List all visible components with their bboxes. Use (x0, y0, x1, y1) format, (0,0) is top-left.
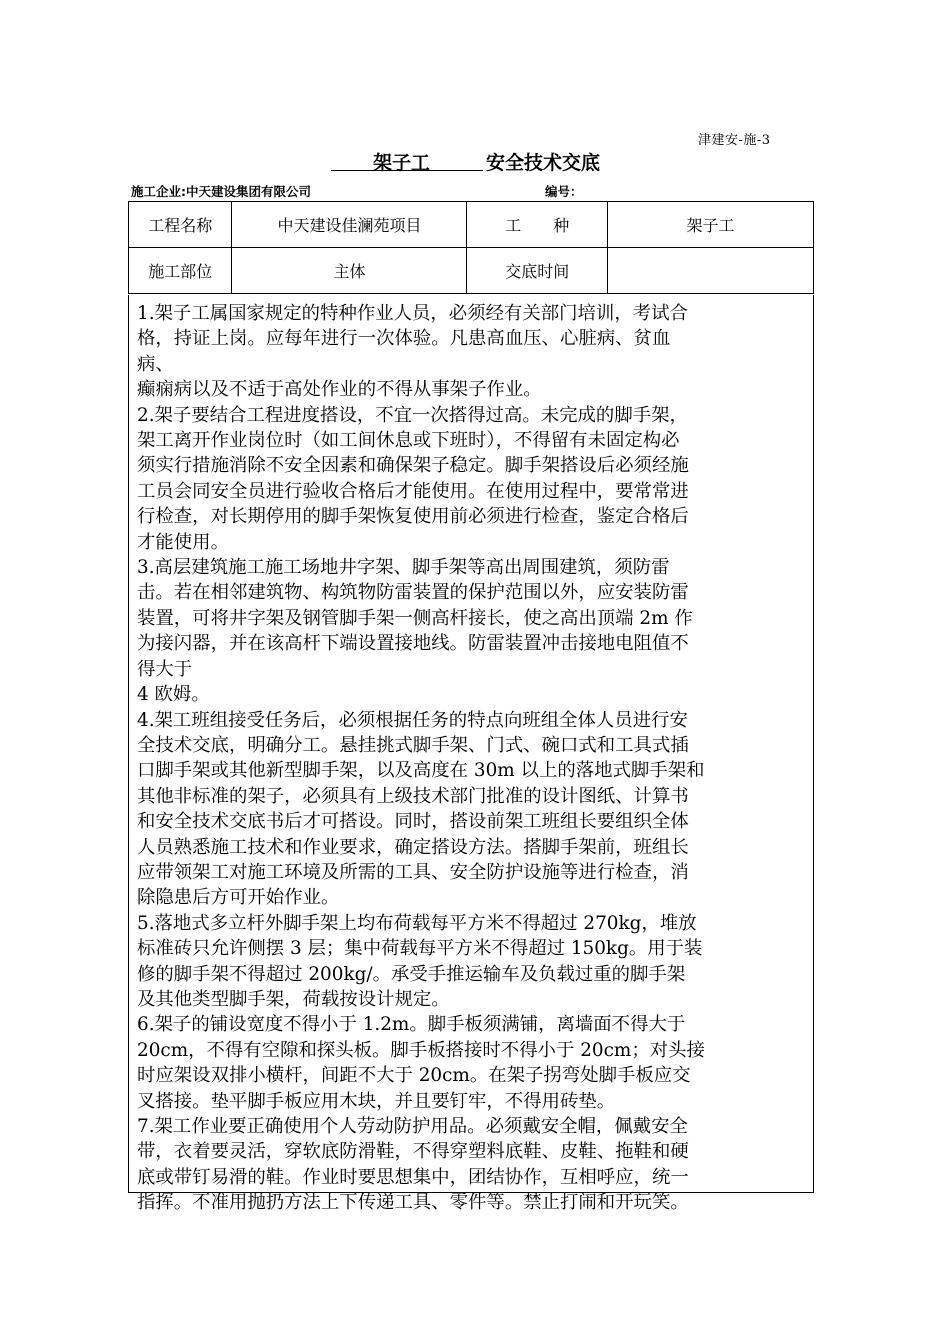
content-line: 除隐患后方可开始作业。 (137, 887, 340, 909)
header-row-1 (129, 202, 814, 248)
content-line: 架工离开作业岗位时（如工间休息或下班时），不得留有未固定构必 (137, 430, 680, 452)
content-line: 装置，可将井字架及钢管脚手架一侧高杆接长，使之高出顶端 2m 作 (137, 607, 693, 629)
content-line: 指挥。不准用抛扔方法上下传递工具、零件等。禁止打闹和开玩笑。 (137, 1192, 689, 1214)
project-label: 工程名称 (129, 202, 232, 248)
title-work-type: 架子工 (373, 152, 431, 174)
content-line: 和安全技术交底书后才可搭设。同时，搭设前架工班组长要组织全体 (137, 811, 689, 833)
content-line: 行检查，对长期停用的脚手架恢复使用前必须进行检查，鉴定合格后 (137, 506, 689, 528)
content-line: 底或带钉易滑的鞋。作业时要思想集中，团结协作，互相呼应，统一 (137, 1166, 689, 1188)
content-line: 6.架子的铺设宽度不得小于 1.2m。脚手板须满铺，离墙面不得大于 (137, 1014, 686, 1036)
content-line: 20cm，不得有空隙和探头板。脚手板搭接时不得小于 20cm；对头接 (137, 1039, 705, 1061)
document-title (331, 148, 631, 176)
trade-label: 工 种 (467, 202, 608, 248)
form-code: 津建安-施-3 (698, 133, 771, 148)
safety-instructions (137, 301, 809, 1216)
content-line: 4 欧姆。 (137, 684, 210, 706)
number-label: 编号： (545, 184, 583, 199)
content-line: 标准砖只允许侧摆 3 层；集中荷载每平方米不得超过 150kg。用于装 (137, 938, 703, 960)
content-line: 击。若在相邻建筑物、构筑物防雷装置的保护范围以外，应安装防雷 (137, 582, 689, 604)
location-value: 主体 (232, 248, 467, 294)
content-line: 及其他类型脚手架，荷载按设计规定。 (137, 988, 450, 1010)
content-line: 才能使用。 (137, 531, 229, 553)
content-line: 病、 (137, 353, 174, 375)
content-line: 癫痫病以及不适于高处作业的不得从事架子作业。 (137, 379, 542, 401)
content-line: 口脚手架或其他新型脚手架，以及高度在 30m 以上的落地式脚手架和 (137, 760, 705, 782)
content-line: 修的脚手架不得超过 200kg/。承受手推运输车及负载过重的脚手架 (137, 963, 686, 985)
content-line: 5.落地式多立杆外脚手架上均布荷载每平方米不得超过 270kg，堆放 (137, 912, 697, 934)
content-line: 为接闪器，并在该高杆下端设置接地线。防雷装置冲击接地电阻值不 (137, 633, 689, 655)
header-table (128, 201, 814, 294)
content-line: 3.高层建筑施工施工场地井字架、脚手架等高出周围建筑，须防雷 (137, 557, 670, 579)
content-line: 须实行措施消除不安全因素和确保架子稳定。脚手架搭设后必须经施 (137, 455, 689, 477)
header-row-2 (129, 248, 814, 294)
content-line: 得大于 (137, 658, 193, 680)
company-line: 施工企业:中天建设集团有限公司 (131, 184, 311, 199)
title-doc-name: 安全技术交底 (486, 152, 601, 174)
content-line: 应带领架工对施工环境及所需的工具、安全防护设施等进行检查，消 (137, 861, 689, 883)
date-label: 交底时间 (467, 248, 608, 294)
date-value (608, 248, 814, 294)
project-value: 中天建设佳澜苑项目 (232, 202, 467, 248)
content-line: 2.架子要结合工程进度搭设，不宜一次搭得过高。未完成的脚手架， (137, 404, 688, 426)
content-line: 工员会同安全员进行验收合格后才能使用。在使用过程中，要常常进 (137, 480, 689, 502)
location-label: 施工部位 (129, 248, 232, 294)
content-line: 人员熟悉施工技术和作业要求，确定搭设方法。搭脚手架前，班组长 (137, 836, 689, 858)
content-line: 格，持证上岗。应每年进行一次体验。凡患高血压、心脏病、贫血 (137, 328, 671, 350)
content-line: 叉搭接。垫平脚手板应用木块，并且要钉牢，不得用砖垫。 (137, 1090, 616, 1112)
content-line: 全技术交底，明确分工。悬挂挑式脚手架、门式、碗口式和工具式插 (137, 734, 689, 756)
content-line: 其他非标准的架子，必须具有上级技术部门批准的设计图纸、计算书 (137, 785, 689, 807)
trade-value: 架子工 (608, 202, 814, 248)
content-line: 带，衣着要灵活，穿软底防滑鞋，不得穿塑料底鞋、皮鞋、拖鞋和硬 (137, 1141, 689, 1163)
content-line: 1.架子工属国家规定的特种作业人员，必须经有关部门培训，考试合 (137, 303, 688, 324)
content-line: 时应架设双排小横杆，间距不大于 20cm。在架子拐弯处脚手板应交 (137, 1065, 691, 1087)
content-line: 4.架工班组接受任务后，必须根据任务的特点向班组全体人员进行安 (137, 709, 688, 731)
content-line: 7.架工作业要正确使用个人劳动防护用品。必须戴安全帽，佩戴安全 (137, 1116, 688, 1137)
